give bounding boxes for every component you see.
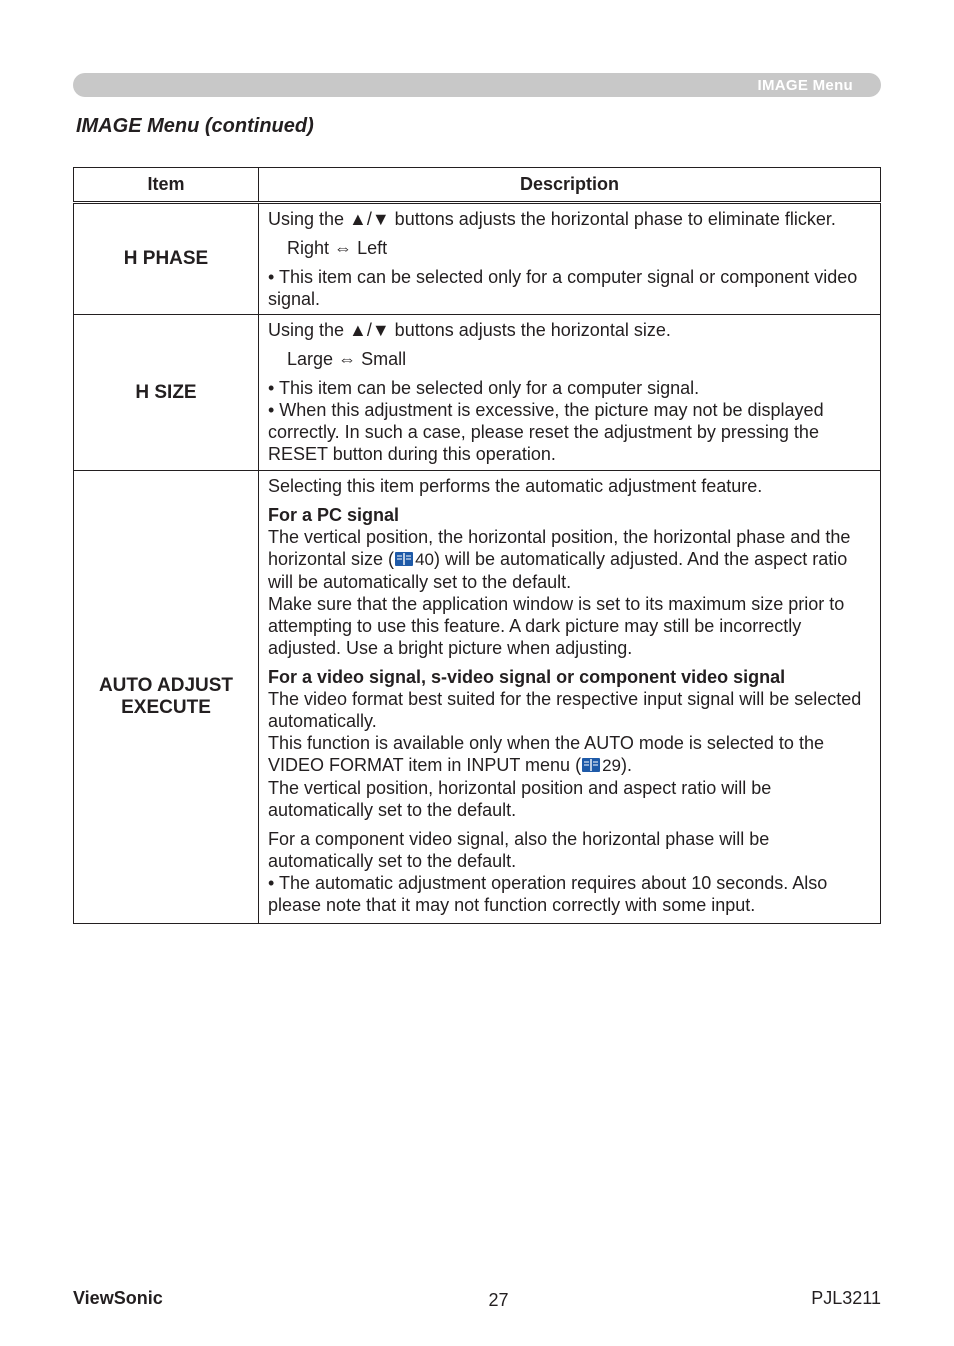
direction-right: Right <box>287 238 330 258</box>
video-signal-text-1: The video format best suited for the respective input signal will be selected automatically. <box>268 689 862 731</box>
h-size-note2: • When this adjustment is excessive, the picture may not be displayed correctly. In such a case, please reset the adjustment by pressing the RESET button during this operation. <box>268 400 824 464</box>
h-size-note1: • This item can be selected only for a computer signal. <box>268 378 700 398</box>
column-header-item: Item <box>74 168 259 203</box>
book-icon <box>581 757 601 773</box>
video-signal-text-2: This function is available only when the AUTO mode is selected to the VIDEO FORMAT item in INPUT menu ( 29). <box>268 733 824 775</box>
footer-brand: ViewSonic <box>73 1288 163 1308</box>
double-arrow-icon: ⇔ <box>338 349 357 369</box>
footer-model: PJL3211 <box>811 1288 881 1308</box>
h-phase-note: • This item can be selected only for a computer signal or component video signal. <box>268 267 858 309</box>
table-row-auto-adjust <box>74 471 881 924</box>
header-bar <box>73 73 881 97</box>
direction-large: Large <box>287 349 334 369</box>
h-phase-directions <box>268 237 872 259</box>
table-row-h-size <box>74 315 881 471</box>
h-size-directions <box>268 348 872 370</box>
h-size-line1: Using the ▲/▼ buttons adjusts the horizontal size. <box>268 320 671 340</box>
page-reference[interactable]: 29 <box>602 756 621 775</box>
item-h-phase: H PHASE <box>74 203 259 315</box>
description-auto-adjust <box>259 471 881 924</box>
book-icon <box>394 551 414 567</box>
page-reference[interactable]: 40 <box>415 550 434 569</box>
pc-signal-text: The vertical position, the horizontal position, the horizontal phase and the horizontal size ( 40) will be automatically adjusted. And the aspect ratio will be automatically set to the default. <box>268 527 851 592</box>
auto-adjust-note: • The automatic adjustment operation requires about 10 seconds. Also please note that it may not function correctly with some input. <box>268 873 828 915</box>
table-header-row <box>74 168 881 203</box>
component-signal-text: For a component video signal, also the horizontal phase will be automatically set to the default. <box>268 829 770 871</box>
column-header-description: Description <box>259 168 881 203</box>
auto-adjust-intro: Selecting this item performs the automatic adjustment feature. <box>268 476 763 496</box>
image-menu-table <box>73 167 881 924</box>
video-signal-heading: For a video signal, s-video signal or component video signal <box>268 667 786 687</box>
footer-page-number: 27 <box>488 1290 509 1310</box>
pc-signal-heading: For a PC signal <box>268 505 400 525</box>
item-auto-adjust-execute: AUTO ADJUST EXECUTE <box>74 471 259 924</box>
direction-left: Left <box>357 238 388 258</box>
double-arrow-icon: ⇔ <box>334 238 353 258</box>
direction-small: Small <box>361 349 407 369</box>
h-phase-line1: Using the ▲/▼ buttons adjusts the horizontal phase to eliminate flicker. <box>268 209 836 229</box>
page-title: IMAGE Menu (continued) <box>76 115 314 137</box>
video-signal-text-3: The vertical position, horizontal position and aspect ratio will be automatically set to the default. <box>268 778 772 820</box>
section-label: IMAGE Menu <box>757 77 853 94</box>
description-h-size <box>259 315 881 471</box>
description-h-phase <box>259 203 881 315</box>
pc-signal-text-2: Make sure that the application window is set to its maximum size prior to attempting to use this feature. A dark picture may still be incorrectly adjusted. Use a bright picture when adjusting. <box>268 594 845 658</box>
table-row-h-phase <box>74 203 881 315</box>
item-h-size: H SIZE <box>74 315 259 471</box>
